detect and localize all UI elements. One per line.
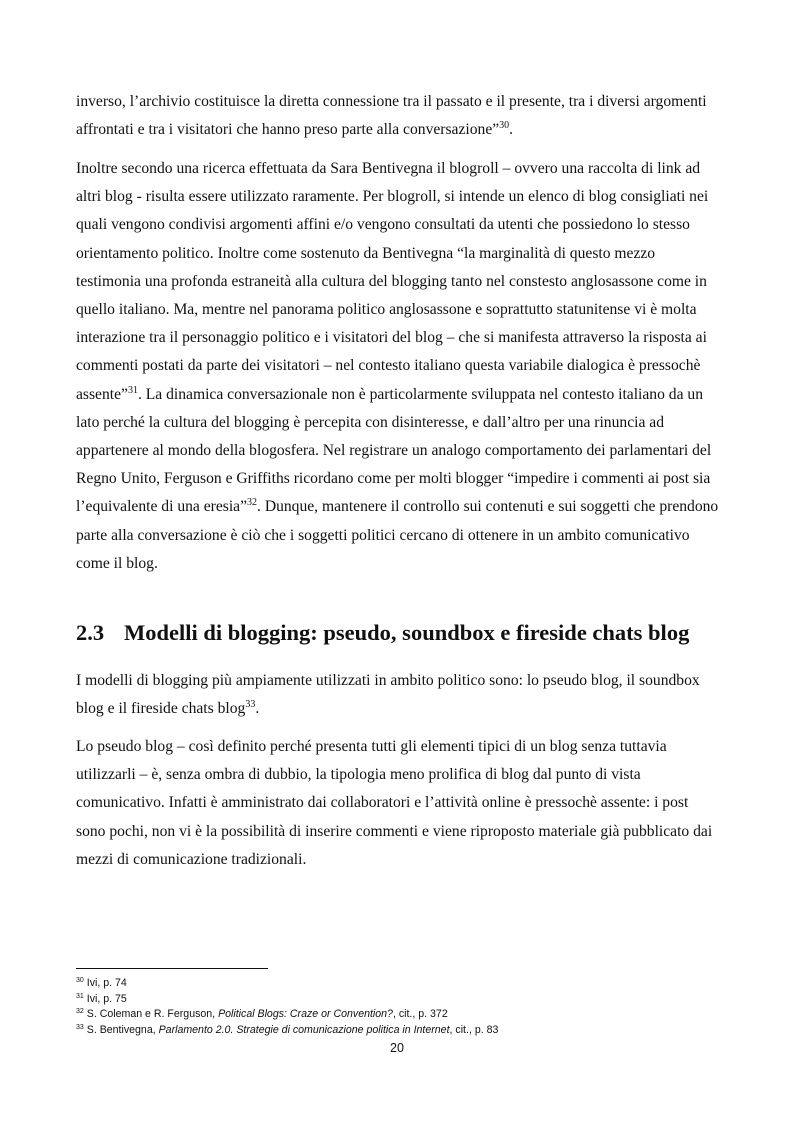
footnote-number: 32 (76, 1008, 84, 1016)
footnote-number: 31 (76, 992, 84, 1000)
footnote-text: , cit., p. 372 (392, 1008, 448, 1021)
paragraph-modelli (76, 667, 720, 723)
section-number: 2.3 (76, 620, 105, 645)
punctuation: . (255, 700, 260, 718)
footnote-ref[interactable]: 31 (127, 384, 138, 396)
footnote-item (76, 976, 676, 992)
footnote-text: S. Coleman e R. Ferguson, (86, 1008, 219, 1021)
footnote-text: Ivi, p. 75 (86, 992, 127, 1005)
footnote-text: , cit., p. 83 (449, 1023, 499, 1036)
footnote-item (76, 1007, 676, 1023)
footnote-ref[interactable]: 30 (499, 120, 510, 132)
paragraph-text: Lo pseudo blog – così definito perché presenta tutti gli elementi tipici di un blog senza tuttavia utilizzarli – è, senza ombra di dubbio, la tipologia meno prolifica di blog dal punto di vista comunicativo. Infatti è amministrato dai collaboratori e l’attività online è pressochè assente: i post sono pochi, non vi è la possibilità di inserire commenti e viene riproposto materiale già pubblicato dai mezzi di comunicazione tradizionali. (76, 738, 713, 868)
footnotes (76, 976, 676, 1038)
paragraph-blogroll (76, 155, 720, 578)
section-heading (76, 620, 736, 646)
paragraph-text: . La dinamica conversazionale non è particolarmente sviluppata nel contesto italiano da un lato perché la cultura del blogging è percepita con disinteresse, e dall’altro per una rinuncia ad appartenere al mondo della blogosfera. Nel registrare un analogo comportamento dei parlamentari del Regno Unito, Ferguson e Griffiths ricordano come per molti blogger “impedire i commenti ai post sia l’equivalente di una eresia” (76, 385, 712, 516)
punctuation: . (509, 121, 514, 139)
paragraph-text: inverso, l’archivio costituisce la diretta connessione tra il passato e il presente, tra i diversi argomenti affrontati e tra i visitatori che hanno preso parte alla conversazione” (76, 93, 707, 139)
paragraph-text: I modelli di blogging più ampiamente utilizzati in ambito politico sono: lo pseudo blog, il soundbox blog e il fireside chats blog (76, 672, 700, 718)
footnote-text: Ivi, p. 74 (86, 977, 127, 989)
footnote-item (76, 1023, 676, 1039)
footnote-item (76, 992, 676, 1008)
footnote-ref[interactable]: 32 (247, 497, 258, 509)
footnote-ref[interactable]: 33 (245, 699, 256, 711)
footnote-title: Parlamento 2.0. Strategie di comunicazione politica in Internet (158, 1023, 450, 1036)
footnote-text: S. Bentivegna, (86, 1023, 159, 1036)
page-number: 20 (390, 1041, 404, 1055)
footnote-title: Political Blogs: Craze or Convention? (218, 1008, 393, 1021)
paragraph-pseudo-blog (76, 733, 720, 874)
paragraph-text: Inoltre secondo una ricerca effettuata da Sara Bentivegna il blogroll – ovvero una raccolta di link ad altri blog - risulta essere utilizzato raramente. Per blogroll, si intende un elenco di blog consigliati nei quali vengono condivisi argomenti affini e/o vengono consultati da utenti che possiedono lo stesso orientamento politico. Inoltre come sostenuto da Bentivegna “la marginalità di questo mezzo testimonia una profonda estraneità alla cultura del blogging tanto nel constesto anglosassone come in quello italiano. Ma, mentre nel panorama politico anglosassone e soprattutto statunitense vi è molta interazione tra il personaggio politico e i visitatori del blog – che si manifesta attraverso la risposta ai commenti postati da parte dei visitatori – nel contesto italiano questa variabile dialogica è pressochè assente” (76, 160, 709, 403)
footnote-separator (76, 968, 268, 969)
paragraph-text: . Dunque, mantenere il controllo sui contenuti e sui soggetti che prendono parte alla conversazione è ciò che i soggetti politici cercano di ottenere in un ambito comunicativo come il blog. (76, 498, 719, 572)
footnote-number: 33 (76, 1023, 84, 1031)
section-title: Modelli di blogging: pseudo, soundbox e fireside chats blog (124, 620, 690, 645)
footnote-number: 30 (76, 977, 84, 984)
paragraph-archivio (76, 88, 720, 144)
